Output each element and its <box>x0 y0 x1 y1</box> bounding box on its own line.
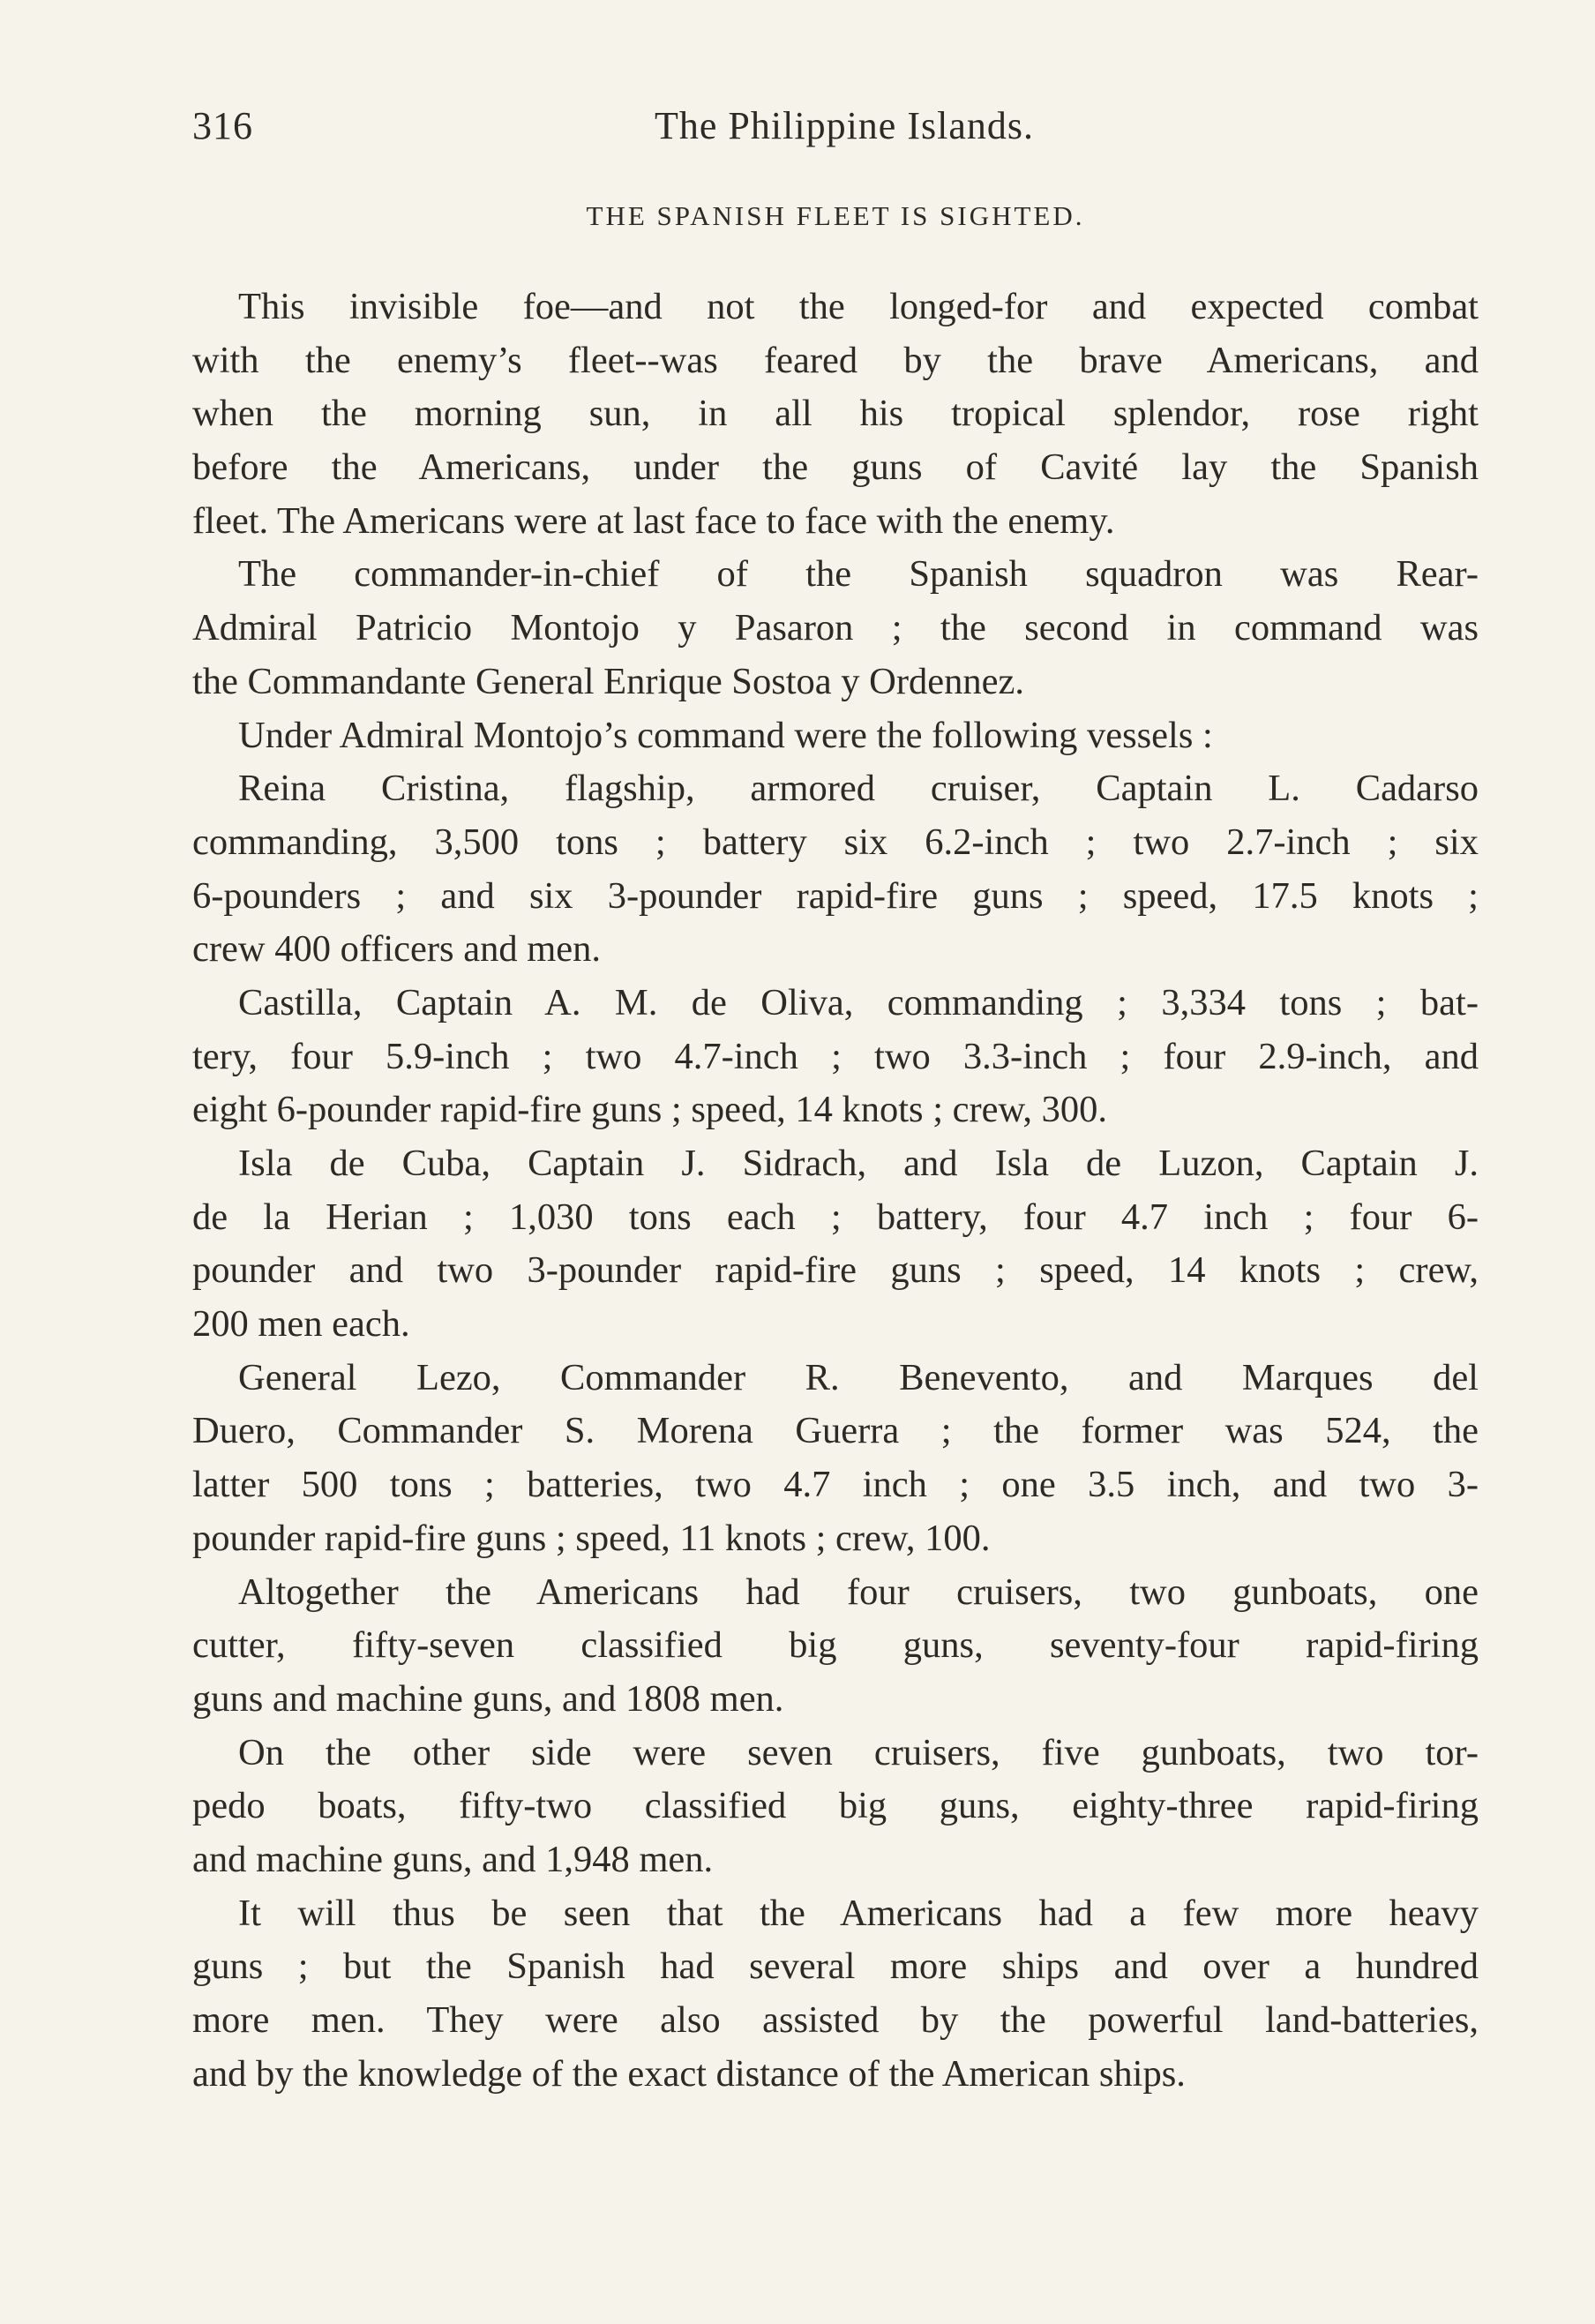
text-line: crew 400 officers and men. <box>192 928 601 971</box>
text-line: 6-pounders ; and six 3-pounder rapid-fire guns ; speed, 17.5 knots ; <box>192 874 1479 917</box>
text-line: pedo boats, fifty-two classified big guns, eighty-three rapid-firing <box>192 1785 1479 1827</box>
running-title: The Philippine Islands. <box>655 104 1034 147</box>
text-line: latter 500 tons ; batteries, two 4.7 inch ; one 3.5 inch, and two 3- <box>192 1464 1479 1506</box>
text-line: Castilla, Captain A. M. de Oliva, commanding ; 3,334 tons ; bat- <box>238 981 1479 1023</box>
text-line: Admiral Patricio Montojo y Pasaron ; the second in command was <box>192 607 1479 649</box>
text-line: On the other side were seven cruisers, five gunboats, two tor- <box>238 1731 1479 1773</box>
text-line: This invisible foe—and not the longed-for and expected combat <box>238 286 1479 327</box>
text-line: before the Americans, under the guns of Cavité lay the Spanish <box>192 446 1479 489</box>
paragraph <box>192 977 1479 1137</box>
text-line: cutter, fifty-seven classified big guns, seventy-four rapid-firing <box>192 1624 1479 1667</box>
text-line: pounder rapid-fire guns ; speed, 11 knots ; crew, 100. <box>192 1517 991 1559</box>
body-text <box>192 281 1479 2101</box>
text-line: the Commandante General Enrique Sostoa y Ordennez. <box>192 660 1024 702</box>
text-line: and by the knowledge of the exact distance of the American ships. <box>192 2052 1186 2095</box>
text-line: 200 men each. <box>192 1303 410 1346</box>
paragraph <box>192 281 1479 548</box>
text-line: Duero, Commander S. Morena Guerra ; the former was 524, the <box>192 1410 1479 1452</box>
text-line: It will thus be seen that the Americans had a few more heavy <box>238 1892 1479 1934</box>
paragraph <box>192 1727 1479 1887</box>
text-line: Isla de Cuba, Captain J. Sidrach, and Isla de Luzon, Captain J. <box>238 1143 1479 1184</box>
paragraph <box>192 1887 1479 2102</box>
text-line: de la Herian ; 1,030 tons each ; battery, four 4.7 inch ; four 6- <box>192 1196 1479 1238</box>
text-line: and machine guns, and 1,948 men. <box>192 1838 714 1880</box>
text-line: guns ; but the Spanish had several more ships and over a hundred <box>192 1945 1479 1988</box>
paragraph <box>192 762 1479 977</box>
text-line: Under Admiral Montojo’s command were the following vessels : <box>238 714 1213 756</box>
paragraph <box>192 1352 1479 1566</box>
paragraph <box>192 1137 1479 1352</box>
text-line: fleet. The Americans were at last face to face with the enemy. <box>192 499 1115 542</box>
text-line: when the morning sun, in all his tropical splendor, rose right <box>192 393 1479 435</box>
text-line: General Lezo, Commander R. Benevento, and Marques del <box>238 1356 1479 1398</box>
text-line: with the enemy’s fleet--was feared by the brave Americans, and <box>192 339 1479 381</box>
text-line: more men. They were also assisted by the powerful land-batteries, <box>192 1999 1479 2041</box>
text-line: commanding, 3,500 tons ; battery six 6.2-inch ; two 2.7-inch ; six <box>192 821 1479 863</box>
text-line: Reina Cristina, flagship, armored cruiser, Captain L. Cadarso <box>238 768 1479 810</box>
text-line: tery, four 5.9-inch ; two 4.7-inch ; two 3.3-inch ; four 2.9-inch, and <box>192 1035 1479 1077</box>
text-line: eight 6-pounder rapid-fire guns ; speed, 14 knots ; crew, 300. <box>192 1089 1108 1131</box>
running-head <box>192 95 1479 157</box>
text-line: The commander-in-chief of the Spanish squadron was Rear- <box>238 553 1479 596</box>
page-number: 316 <box>192 104 253 147</box>
text-line: pounder and two 3-pounder rapid-fire guns ; speed, 14 knots ; crew, <box>192 1249 1479 1292</box>
section-heading: THE SPANISH FLEET IS SIGHTED. <box>586 200 1085 231</box>
text-line: guns and machine guns, and 1808 men. <box>192 1677 784 1720</box>
text-line: Altogether the Americans had four cruisers, two gunboats, one <box>238 1571 1479 1613</box>
paragraph <box>192 709 1479 763</box>
paragraph <box>192 1566 1479 1727</box>
paragraph <box>192 548 1479 708</box>
